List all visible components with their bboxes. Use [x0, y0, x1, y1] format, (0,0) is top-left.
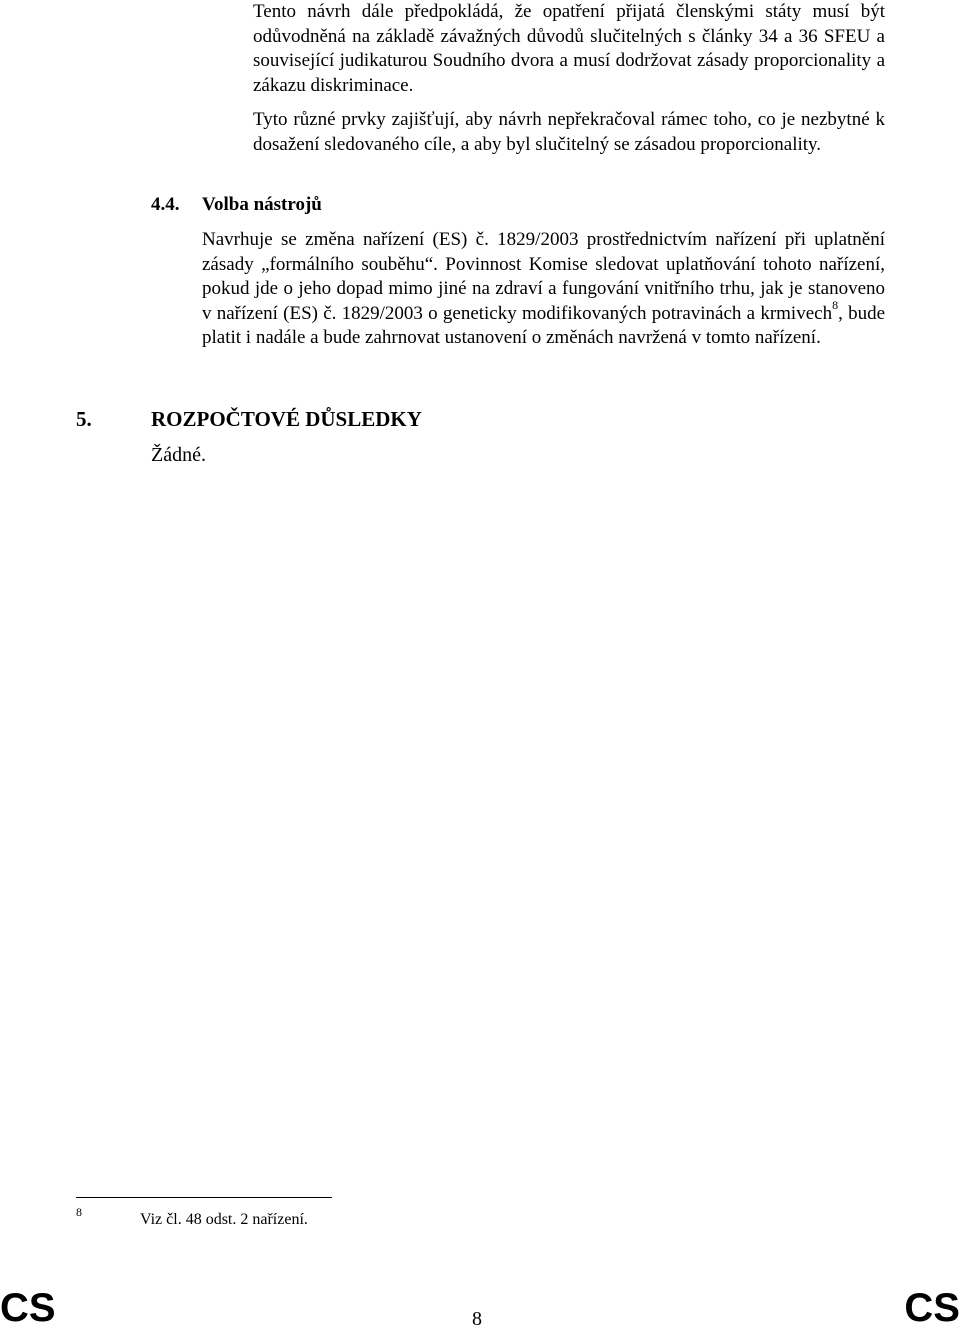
paragraph-proportionality-measures: Tento návrh dále předpokládá, že opatření přijatá členskými státy musí být odůvodněná na základě závažných důvodů slučitelných s články 34 a 36 SFEU a související judikaturou Soudního dvora a musí dodržovat zásady proporcionality a zákazu diskriminace.: [253, 1, 885, 96]
paragraph-budget-none: Žádné.: [151, 444, 206, 466]
section-4-4-number: 4.4.: [151, 194, 180, 215]
section-5-title: ROZPOČTOVÉ DŮSLEDKY: [151, 407, 422, 431]
paragraph-text-part-1: Navrhuje se změna nařízení (ES) č. 1829/2003 prostřednictvím nařízení při uplatnění zásady „formálního souběhu“. Povinnost Komise sledovat uplatňování tohoto nařízení, pokud jde o jeho dopad mimo jiné na zdraví a fungování vnitřního trhu, jak je stanoveno v nařízení (ES) č. 1829/2003 o geneticky modifikovaných potravinách a krmivech: [202, 229, 885, 324]
footnote-separator: [76, 1197, 332, 1198]
paragraph-text-part-2: , bude platit i nadále a bude zahrnovat ustanovení o změnách navržená v tomto nařízení.: [202, 302, 885, 349]
paragraph-proportionality-summary: Tyto různé prvky zajišťují, aby návrh nepřekračoval rámec toho, co je nezbytné k dosažení sledovaného cíle, a aby byl slučitelný se zásadou proporcionality.: [253, 109, 885, 155]
language-code-left: CS: [0, 1286, 56, 1330]
footnote-marker: 8: [76, 1205, 82, 1219]
footnote-text: Viz čl. 48 odst. 2 nařízení.: [140, 1211, 308, 1228]
language-code-right: CS: [904, 1286, 960, 1330]
footnote-reference: 8: [832, 298, 839, 313]
section-4-4-title: Volba nástrojů: [202, 194, 322, 215]
page-number: 8: [472, 1308, 482, 1330]
paragraph-choice-of-instrument: [202, 228, 885, 351]
section-5-number: 5.: [76, 407, 92, 431]
